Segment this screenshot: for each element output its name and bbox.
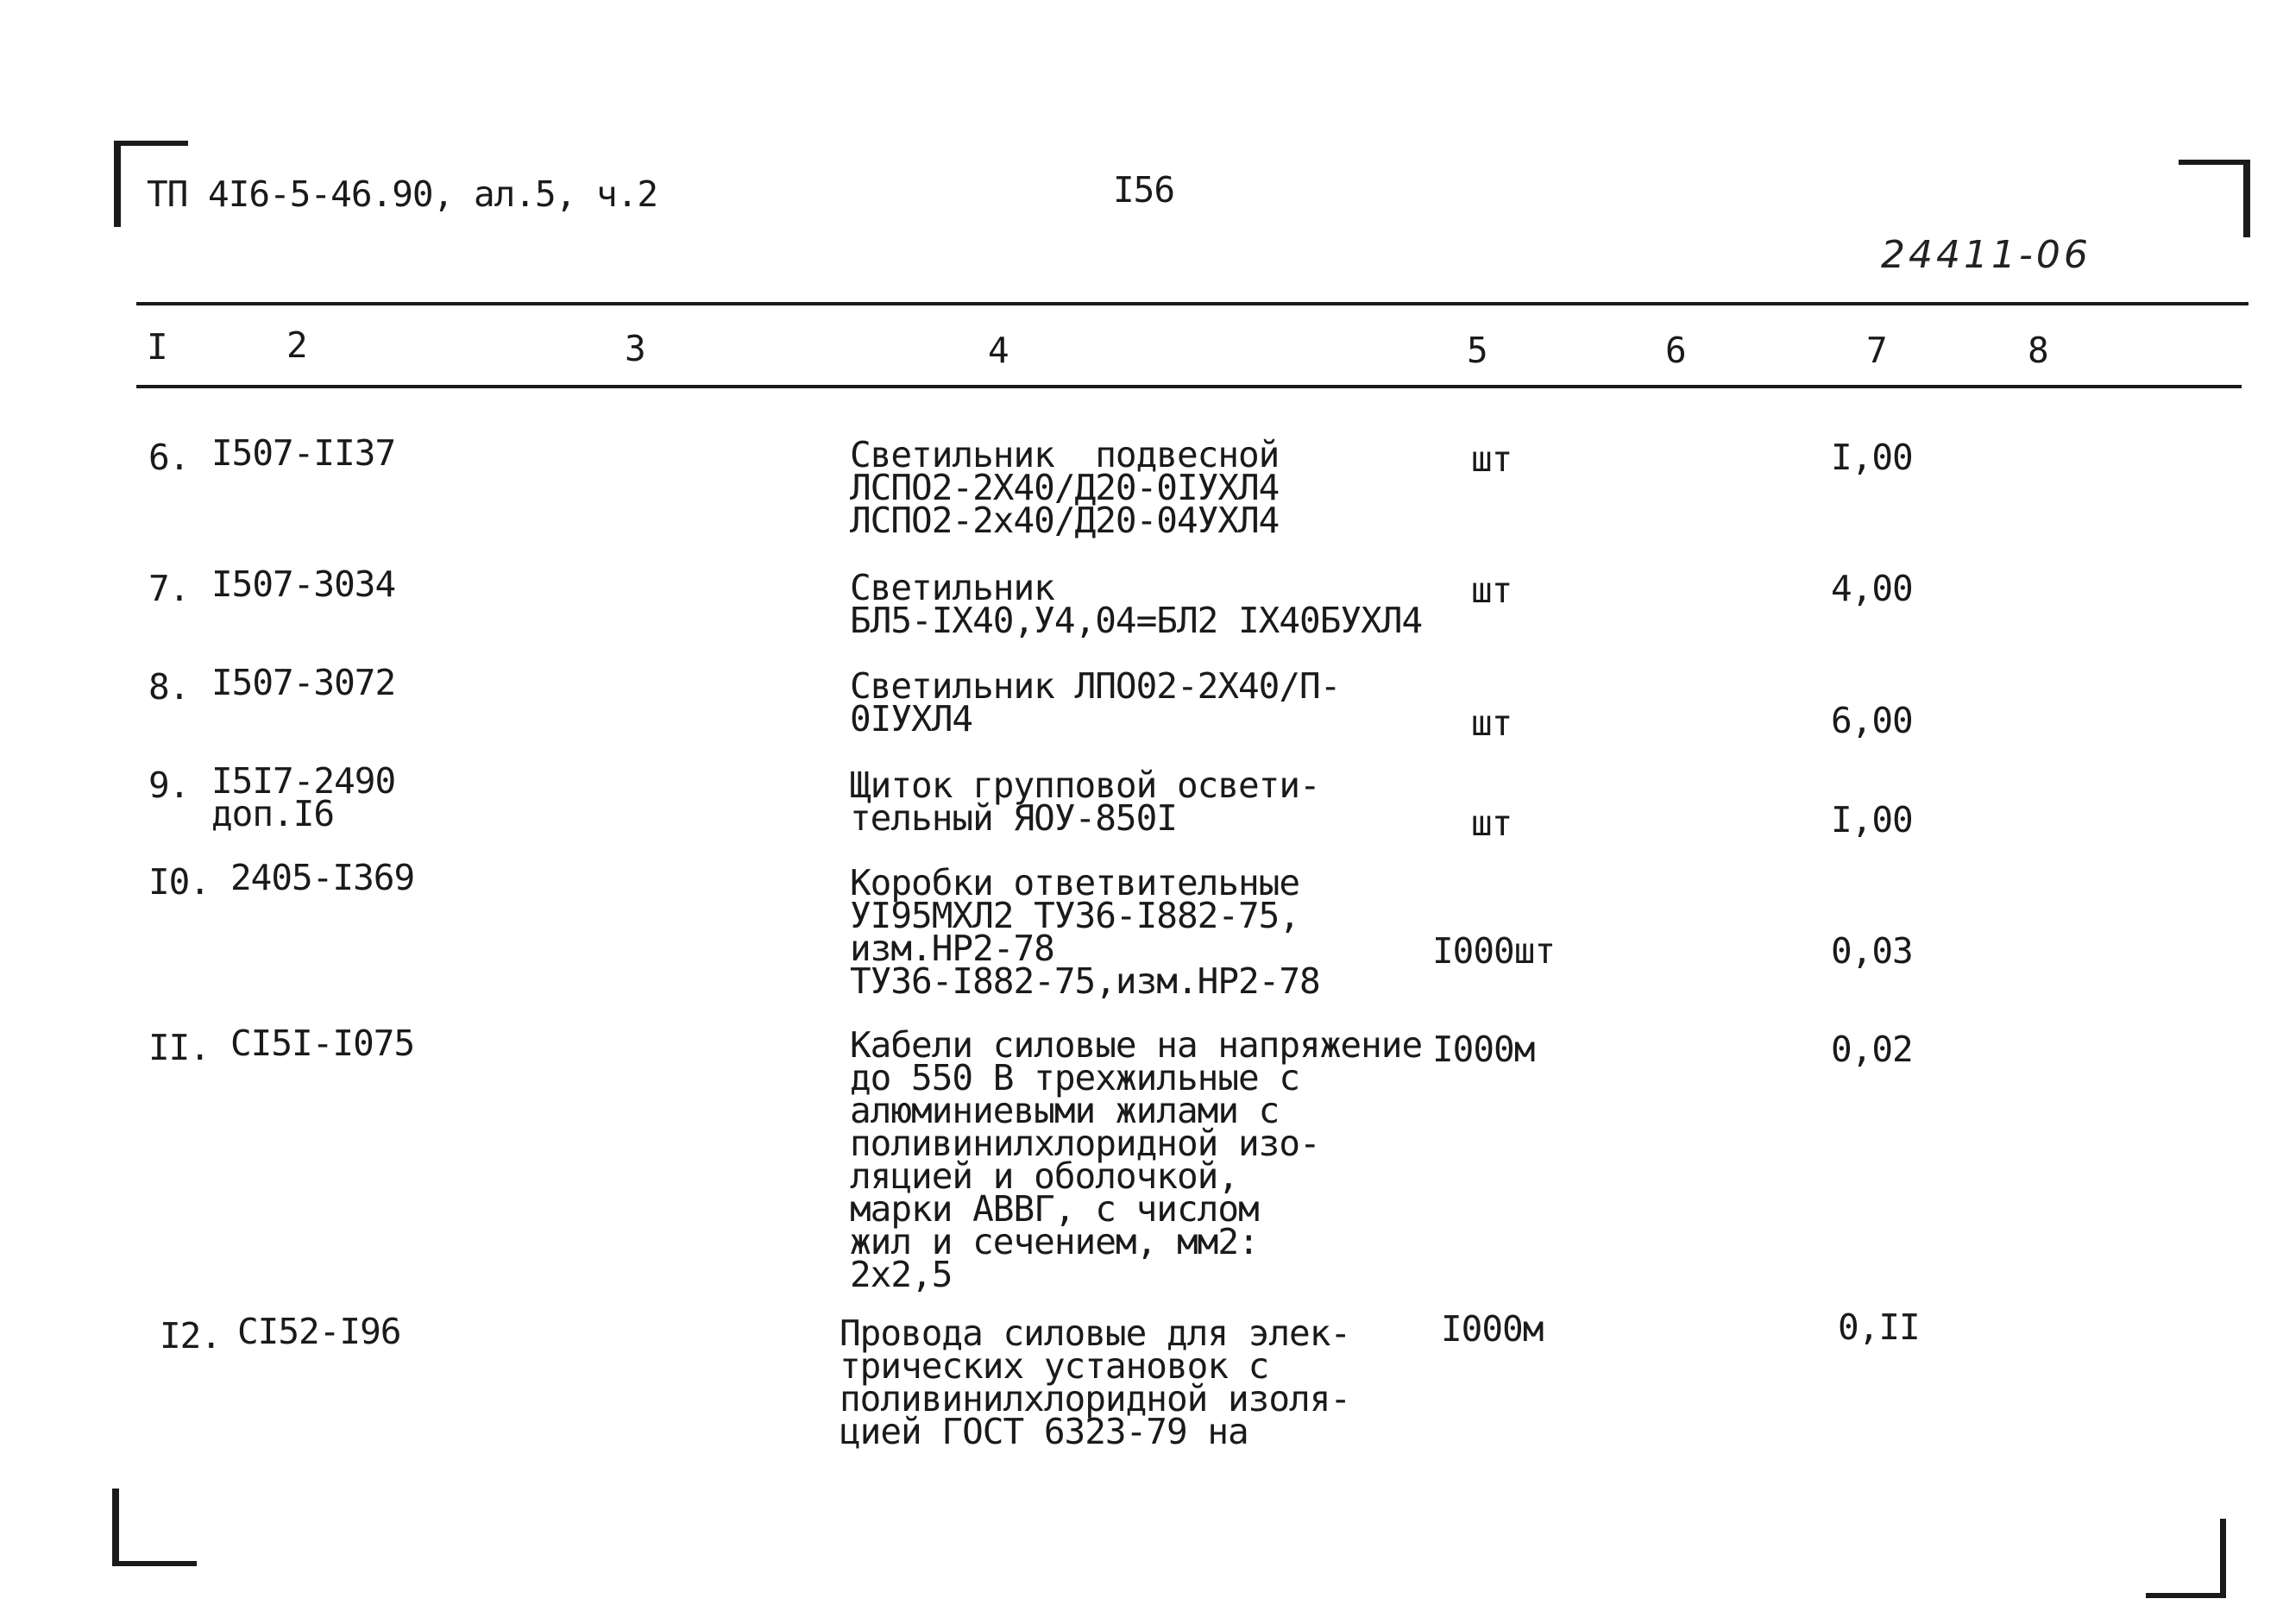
row-unit: шт bbox=[1471, 702, 1513, 744]
row-quantity: 0,03 bbox=[1831, 930, 1913, 972]
row-code: I507-3072 bbox=[211, 662, 396, 703]
row-description: Щиток групповой освети- тельный ЯОУ-850I bbox=[850, 765, 1320, 839]
table-header-top-rule bbox=[136, 302, 2248, 305]
row-unit: шт bbox=[1471, 438, 1513, 480]
row-description: Светильник ЛПО02-2Х40/П- 0IУХЛ4 bbox=[850, 665, 1341, 740]
row-unit: I000шт bbox=[1432, 930, 1556, 972]
row-number: II. bbox=[148, 1027, 211, 1068]
row-description: Провода силовые для элек- трических установок с поливинилхлоридной изоля- цией ГОСТ 6323-79 на bbox=[840, 1312, 1351, 1452]
row-description: Коробки ответвительные УI95МХЛ2 ТУ36-I882-75, изм.НР2-78 ТУ36-I882-75,изм.НР2-78 bbox=[850, 862, 1320, 1002]
row-code: CI52-I96 bbox=[237, 1311, 401, 1352]
row-description: Светильник БЛ5-IХ40,У4,04=БЛ2 IХ40БУХЛ4 bbox=[850, 567, 1423, 641]
row-number: I0. bbox=[148, 861, 211, 903]
row-number: 6. bbox=[148, 437, 190, 478]
corner-bracket-bottom-left-vertical bbox=[112, 1489, 119, 1566]
corner-bracket-bottom-right-horizontal bbox=[2146, 1593, 2226, 1598]
corner-bracket-top-right-vertical bbox=[2243, 160, 2250, 237]
row-description: Светильник подвесной ЛСПО2-2Х40/Д20-0IУХЛ4 ЛСПО2-2х40/Д20-04УХЛ4 bbox=[850, 434, 1280, 541]
row-unit: I000м bbox=[1441, 1308, 1544, 1350]
column-header-6: 6 bbox=[1665, 330, 1686, 371]
row-number: 8. bbox=[148, 666, 190, 708]
column-header-7: 7 bbox=[1866, 330, 1887, 371]
column-header-8: 8 bbox=[2028, 330, 2048, 371]
corner-bracket-top-right-horizontal bbox=[2179, 160, 2250, 165]
row-unit: шт bbox=[1471, 803, 1513, 844]
row-code: I5I7-2490 доп.I6 bbox=[211, 760, 396, 834]
row-quantity: I,00 bbox=[1831, 799, 1913, 840]
row-unit: I000м bbox=[1432, 1029, 1535, 1070]
row-code: CI5I-I075 bbox=[230, 1023, 415, 1064]
row-number: 9. bbox=[148, 765, 190, 806]
table-header-bottom-rule bbox=[136, 385, 2242, 388]
column-header-4: 4 bbox=[988, 330, 1009, 371]
row-unit: шт bbox=[1471, 570, 1513, 611]
document-code: ТП 4I6-5-46.90, ал.5, ч.2 bbox=[147, 173, 658, 215]
column-header-5: 5 bbox=[1467, 330, 1487, 371]
row-code: I507-3034 bbox=[211, 563, 396, 605]
row-quantity: 0,II bbox=[1838, 1306, 1920, 1348]
column-header-2: 2 bbox=[286, 324, 307, 366]
row-quantity: 0,02 bbox=[1831, 1029, 1913, 1070]
row-quantity: 4,00 bbox=[1831, 568, 1913, 609]
column-header-1: I bbox=[147, 326, 167, 368]
page-number: I56 bbox=[1113, 169, 1175, 211]
row-code: 2405-I369 bbox=[230, 857, 415, 898]
row-quantity: 6,00 bbox=[1831, 700, 1913, 741]
handwritten-note: 24411-06 bbox=[1881, 233, 2091, 277]
column-header-3: 3 bbox=[625, 328, 645, 369]
row-number: I2. bbox=[160, 1315, 222, 1356]
row-code: I507-II37 bbox=[211, 432, 396, 474]
corner-bracket-top-left-horizontal bbox=[114, 141, 188, 146]
row-number: 7. bbox=[148, 568, 190, 609]
row-quantity: I,00 bbox=[1831, 437, 1913, 478]
row-description: Кабели силовые на напряжение до 550 В трехжильные с алюминиевыми жилами с поливинилхлоридной изо- ляцией и оболочкой, марки АВВГ, с числом жил и сечением, мм2: 2х2,5 bbox=[850, 1024, 1423, 1295]
corner-bracket-bottom-left-horizontal bbox=[112, 1561, 197, 1566]
corner-bracket-top-left-vertical bbox=[114, 141, 121, 227]
corner-bracket-bottom-right-vertical bbox=[2220, 1519, 2226, 1598]
